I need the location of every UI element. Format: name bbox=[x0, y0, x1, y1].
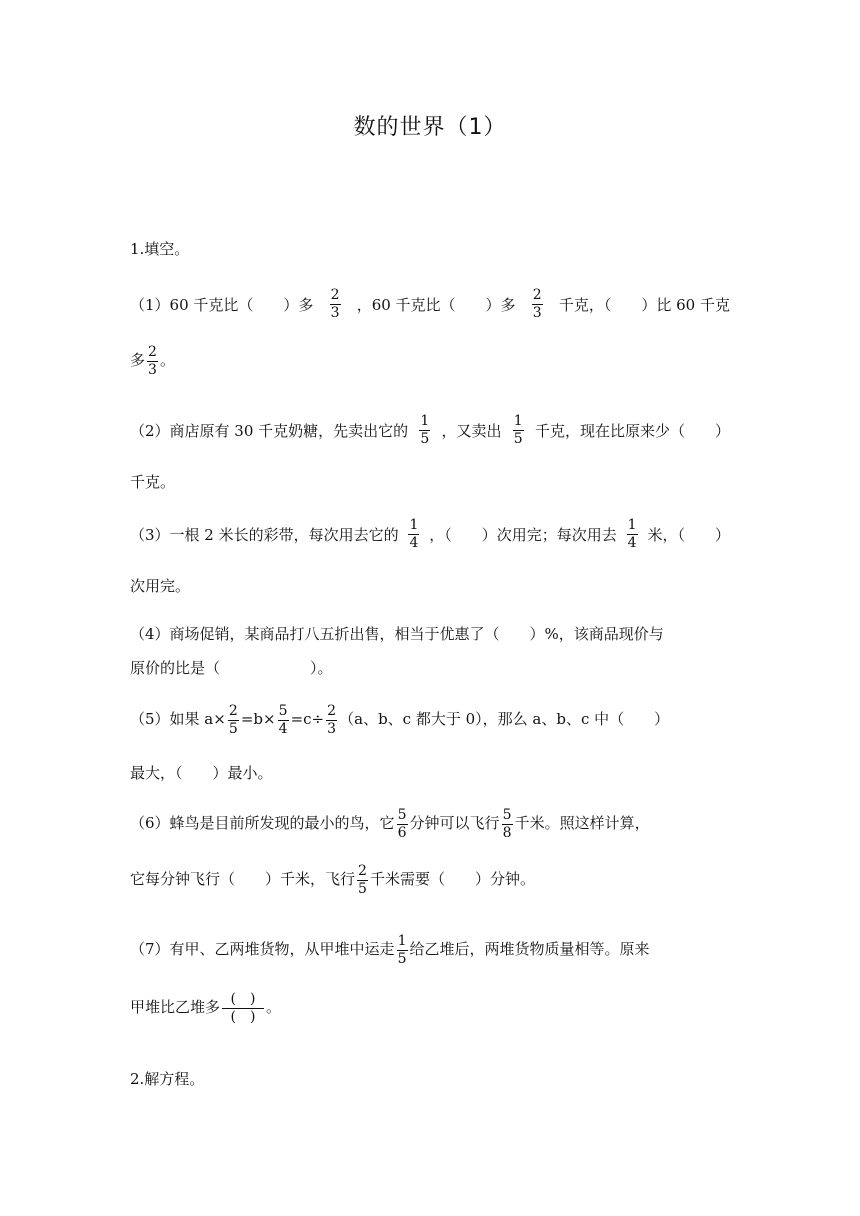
question-1-line-2: 多 $\frac{2}{3}$ 。 bbox=[130, 344, 176, 378]
question-6-line-1: （6）蜂鸟是目前所发现的最小的鸟，它 $\frac{5}{6}$ 分钟可以飞行 $\frac{5}{8}$ 千米。照这样计算， bbox=[130, 807, 650, 841]
fraction: $\frac{2}{3}$ bbox=[532, 287, 542, 321]
question-6-line-2: 它每分钟飞行（ ）千米，飞行 $\frac{2}{5}$ 千米需要（ ）分钟。 bbox=[130, 863, 536, 897]
section-1-heading: 1.填空。 bbox=[130, 240, 190, 258]
question-3-line-1: （3）一根 2 米长的彩带，每次用去它的 $\frac{1}{4}$ ，（ ）次用完；每次用去 $\frac{1}{4}$ 米，（ ） bbox=[130, 517, 730, 551]
fraction: $\frac{5}{8}$ bbox=[502, 807, 512, 841]
fraction: $\frac{2}{5}$ bbox=[228, 703, 238, 737]
fraction: $\frac{1}{5}$ bbox=[513, 413, 523, 447]
fraction: $\frac{2}{5}$ bbox=[358, 863, 367, 897]
fraction: $\frac{5}{6}$ bbox=[397, 807, 407, 841]
question-4-line-1: （4）商场促销，某商品打八五折出售，相当于优惠了（ ）%，该商品现价与 bbox=[130, 625, 664, 643]
fraction: $\frac{2}{3}$ bbox=[148, 344, 157, 378]
question-7-line-1: （7）有甲、乙两堆货物，从甲堆中运走 $\frac{1}{5}$ 给乙堆后，两堆货物质量相等。原来 bbox=[130, 933, 650, 967]
fraction: $\frac{2}{3}$ bbox=[330, 287, 340, 321]
blank-fraction[interactable]: $\frac{( )}{( )}$ bbox=[222, 992, 264, 1024]
fraction: $\frac{1}{5}$ bbox=[397, 933, 407, 967]
fraction: $\frac{1}{4}$ bbox=[409, 517, 419, 551]
question-3-line-2: 次用完。 bbox=[130, 577, 191, 595]
fraction: $\frac{2}{3}$ bbox=[327, 703, 337, 737]
question-5-line-1: （5）如果 a× $\frac{2}{5}$ =b× $\frac{5}{4}$ =c÷ $\frac{2}{3}$ （a、b、c 都大于 0），那么 a、b、c 中（ ） bbox=[130, 703, 670, 737]
question-5-line-2: 最大，（ ）最小。 bbox=[130, 764, 273, 782]
question-2-line-1: （2）商店原有 30 千克奶糖，先卖出它的 $\frac{1}{5}$ ，又卖出 $\frac{1}{5}$ 千克，现在比原来少（ ） bbox=[130, 413, 730, 447]
fraction: $\frac{1}{5}$ bbox=[420, 413, 430, 447]
page-title: 数的世界（1） bbox=[353, 115, 507, 140]
question-4-line-2: 原价的比是（ ）。 bbox=[130, 659, 333, 677]
section-2-heading: 2.解方程。 bbox=[130, 1070, 205, 1088]
fraction: $\frac{5}{4}$ bbox=[278, 703, 288, 737]
question-7-line-2: 甲堆比乙堆多 $\frac{( )}{( )}$ 。 bbox=[130, 991, 282, 1025]
fraction: $\frac{1}{4}$ bbox=[627, 517, 637, 551]
question-1-line-1: （1）60 千克比（ ）多 $\frac{2}{3}$ ，60 千克比（ ）多 $\frac{2}{3}$ 千克，（ ）比 60 千克 bbox=[130, 287, 730, 321]
question-2-line-2: 千克。 bbox=[130, 473, 176, 491]
